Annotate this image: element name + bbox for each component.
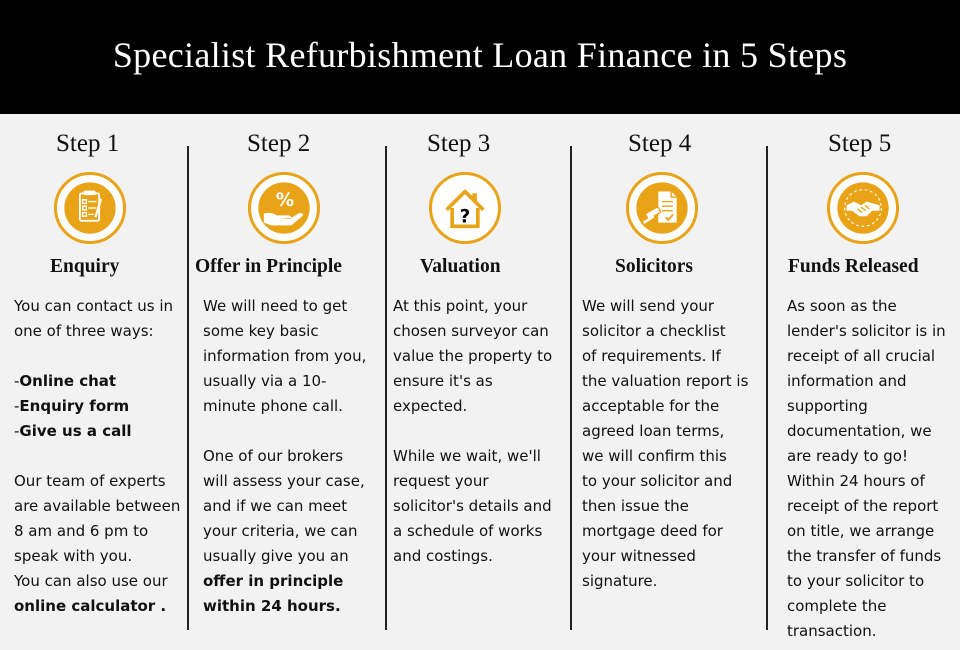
text-line: a schedule of works (393, 522, 543, 540)
text-line: Our team of experts (14, 472, 166, 490)
text-line: complete the (787, 597, 887, 615)
page-title: Specialist Refurbishment Loan Finance in 5 Steps (112, 35, 848, 75)
step-title: Valuation (420, 256, 501, 277)
step-title: Funds Released (788, 256, 919, 277)
step-description (203, 294, 366, 619)
text-line: supporting (787, 397, 868, 415)
text-line: 8 am and 6 pm to (14, 522, 149, 540)
text-line: on title, we arrange (787, 522, 935, 540)
text-line: then issue the (582, 497, 689, 515)
text-line: You can also use our (14, 572, 168, 590)
text-line: You can contact us in (14, 297, 174, 315)
text-line: solicitor's details and (393, 497, 552, 515)
text-line: will assess your case, (203, 472, 365, 490)
text-line: some key basic (203, 322, 319, 340)
step-description (14, 294, 180, 619)
text-line: to your solicitor to (787, 572, 925, 590)
svg-text:%: % (275, 190, 295, 212)
text-line: documentation, we (787, 422, 932, 440)
text-line: value the property to (393, 347, 553, 365)
text-line: request your (393, 472, 489, 490)
text-line: are ready to go! (787, 447, 908, 465)
svg-text:?: ? (459, 206, 471, 228)
text-line: online calculator . (14, 597, 167, 615)
text-line: agreed loan terms, (582, 422, 725, 440)
text-line: speak with you. (14, 547, 133, 565)
checklist-icon (54, 172, 126, 244)
text-line: the transfer of funds (787, 547, 942, 565)
text-line: offer in principle (203, 572, 344, 590)
step-label: Step 1 (56, 130, 120, 157)
text-line: and costings. (393, 547, 493, 565)
text-line: the valuation report is (582, 372, 749, 390)
text-line: within 24 hours. (203, 597, 341, 615)
step-label: Step 4 (628, 130, 692, 157)
step-title: Offer in Principle (195, 256, 342, 277)
title-banner (0, 0, 960, 114)
text-line: ensure it's as (393, 372, 493, 390)
step-title: Solicitors (615, 256, 693, 277)
text-line: of requirements. If (582, 347, 721, 365)
text-line (393, 419, 552, 444)
text-line: At this point, your (393, 297, 528, 315)
text-line: -Give us a call (14, 422, 132, 440)
text-line: mortgage deed for (582, 522, 723, 540)
text-line: one of three ways: (14, 322, 154, 340)
text-line: receipt of the report (787, 497, 939, 515)
text-line: chosen surveyor can (393, 322, 549, 340)
column-divider (187, 146, 189, 630)
text-line: we will confirm this (582, 447, 727, 465)
text-line: acceptable for the (582, 397, 720, 415)
text-line: While we wait, we'll (393, 447, 541, 465)
step-description (393, 294, 552, 569)
text-line: As soon as the (787, 297, 897, 315)
text-line: minute phone call. (203, 397, 343, 415)
column-divider (385, 146, 387, 630)
text-line: information from you, (203, 347, 367, 365)
text-line (203, 419, 366, 444)
text-line: receipt of all crucial (787, 347, 936, 365)
step-label: Step 2 (247, 130, 311, 157)
text-line: We will send your (582, 297, 715, 315)
text-line: are available between (14, 497, 181, 515)
step-description (787, 294, 946, 644)
column-divider (766, 146, 768, 630)
text-line: -Enquiry form (14, 397, 130, 415)
text-line: We will need to get (203, 297, 348, 315)
percent-hand-icon (248, 172, 320, 244)
text-line: expected. (393, 397, 468, 415)
text-line: your criteria, we can (203, 522, 358, 540)
step-title: Enquiry (50, 256, 120, 277)
step-description (582, 294, 748, 594)
text-line: to your solicitor and (582, 472, 733, 490)
text-line: usually via a 10- (203, 372, 327, 390)
text-line: information and (787, 372, 907, 390)
text-line (14, 444, 180, 469)
step-label: Step 3 (427, 130, 491, 157)
step-label: Step 5 (828, 130, 892, 157)
text-line: usually give you an (203, 547, 349, 565)
gavel-document-icon (626, 172, 698, 244)
text-line: solicitor a checklist (582, 322, 726, 340)
text-line: transaction. (787, 622, 877, 640)
text-line: signature. (582, 572, 658, 590)
text-line: your witnessed (582, 547, 696, 565)
text-line: One of our brokers (203, 447, 344, 465)
column-divider (570, 146, 572, 630)
text-line: -Online chat (14, 372, 117, 390)
text-line: and if we can meet (203, 497, 348, 515)
house-question-icon (429, 172, 501, 244)
text-line (14, 344, 180, 369)
text-line: lender's solicitor is in (787, 322, 946, 340)
text-line: Within 24 hours of (787, 472, 925, 490)
handshake-icon (827, 172, 899, 244)
